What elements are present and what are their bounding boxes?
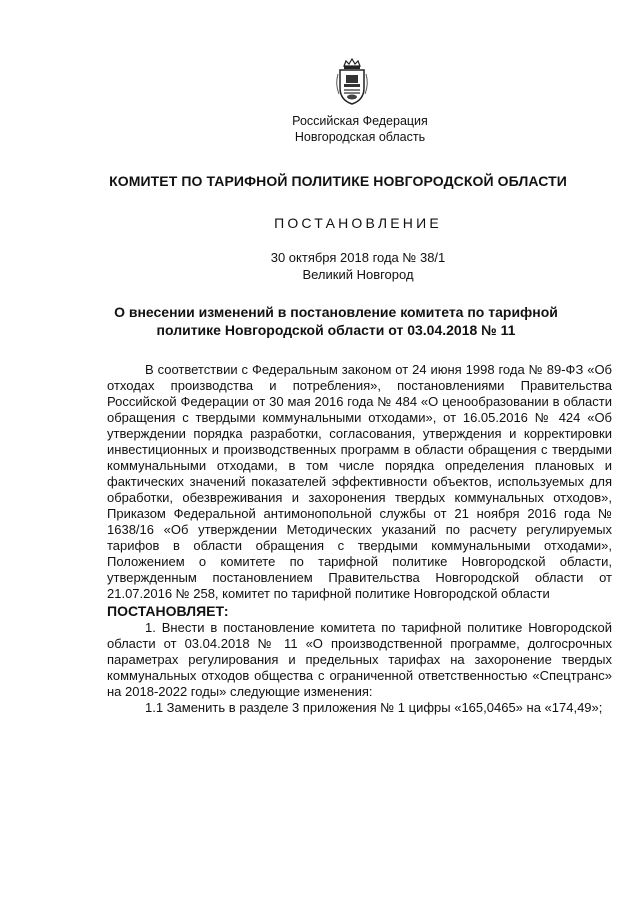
subject-line-2: политике Новгородской области от 03.04.2018 № 11 <box>156 322 516 338</box>
document-subject <box>36 303 636 339</box>
coat-of-arms-icon <box>332 58 372 106</box>
item-1-paragraph: 1. Внести в постановление комитета по тарифной политике Новгородской области от 03.04.2018 № 11 «О производственной программе, долгосрочных параметрах регулирования и предельных тарифах на захоронение твердых коммунальных отходов общества с ограниченной ответственностью «Спецтранс» на 2018-2022 годы» следующие изменения: <box>107 620 612 699</box>
document-type: ПОСТАНОВЛЕНИЕ <box>274 215 442 231</box>
subject-line-1: О внесении изменений в постановление комитета по тарифной <box>114 304 558 320</box>
decree-heading: ПОСТАНОВЛЯЕТ: <box>107 603 229 619</box>
item-1-1-paragraph: 1.1 Заменить в разделе 3 приложения № 1 цифры «165,0465» на «174,49»; <box>145 700 603 715</box>
committee-title: КОМИТЕТ ПО ТАРИФНОЙ ПОЛИТИКЕ НОВГОРОДСКОЙ ОБЛАСТИ <box>109 173 567 189</box>
issuer-block <box>40 113 640 145</box>
issuer-region: Новгородская область <box>294 130 426 144</box>
preamble-paragraph: В соответствии с Федеральным законом от 24 июня 1998 года № 89-ФЗ «Об отходах производства и потребления», постановлениями Правительства Российской Федерации от 30 мая 2016 года № 484 «О ценообразовании в области обращения с твердыми коммунальными отходами», от 16.05.2016 № 424 «Об утверждении порядка разработки, согласования, утверждения и корректировки инвестиционных и производственных программ в области обращения с твердыми коммунальными отходами, в том числе порядка определения плановых и фактических значений показателей эффективности объектов, используемых для обработки, обезвреживания и захоронения твердых коммунальных отходов», Приказом Федеральной антимонопольной службы от 21 ноября 2016 года № 1638/16 «Об утверждении Методических указаний по расчету регулируемых тарифов в области обращения с твердыми коммунальными отходами», Положением о комитете по тарифной политике Новгородской области, утвержденным постановлением Правительства Новгородской области от 21.07.2016 № 258, комитет по тарифной политике Новгородской области <box>107 362 612 601</box>
date-number: 30 октября 2018 года № 38/1 <box>270 250 446 265</box>
issuer-country: Российская Федерация <box>292 114 428 128</box>
document-body <box>107 362 612 716</box>
date-block <box>38 249 640 283</box>
city: Великий Новгород <box>302 267 414 282</box>
